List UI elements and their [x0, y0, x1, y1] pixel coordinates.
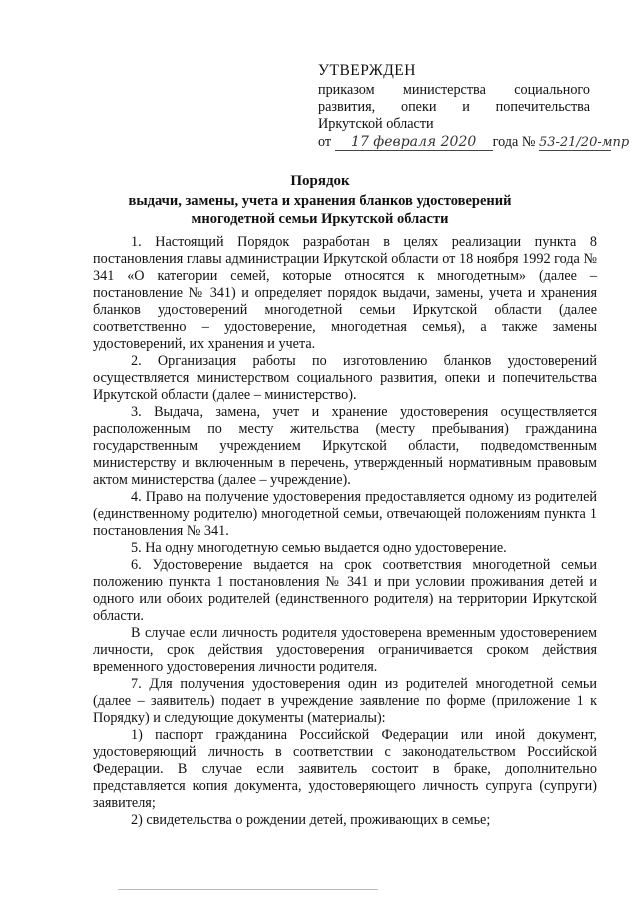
approval-line-2: развития, опеки и попечительства: [318, 99, 590, 115]
paragraph-1: 1. Настоящий Порядок разработан в целях реализации пункта 8 постановления главы администрации Иркутской области от 18 ноября 1992 года № 341 «О категории семей, которые относятся к многодетным» (далее – постановление № 341) и определяет порядок выдачи, замены, учета и хранения бланков удостоверений многодетной семьи Иркутской области (далее соответственно – удостоверение, многодетная семья), а также замены удостоверений, их хранения и учета.: [93, 234, 597, 352]
paragraph-7: 7. Для получения удостоверения один из родителей многодетной семьи (далее – заявитель) подает в учреждение заявление по форме (приложение 1 к Порядку) и следующие документы (материалы):: [93, 676, 597, 726]
year-number-label: года №: [492, 134, 536, 150]
paragraph-6-note: В случае если личность родителя удостоверена временным удостоверением личности, срок действия удостоверения ограничивается сроком действия временного удостоверения личности родителя.: [93, 625, 597, 675]
document-title: Порядок: [290, 173, 350, 189]
document-body: [93, 234, 597, 829]
paragraph-4: 4. Право на получение удостоверения предоставляется одному из родителей (единственному родителю) многодетной семьи, отвечающей положениям пункта 1 постановления № 341.: [93, 489, 597, 539]
paragraph-6: 6. Удостоверение выдается на срок соответствия многодетной семьи положению пункта 1 постановления № 341 и при условии проживания детей и одного или обоих родителей (единственного родителя) на территории Иркутской области.: [93, 557, 597, 624]
list-item-2: 2) свидетельства о рождении детей, проживающих в семье;: [131, 812, 491, 828]
handwritten-order-number: 53-21/20-мпр: [538, 135, 630, 150]
approval-title: УТВЕРЖДЕН: [318, 62, 416, 79]
approval-line-1: приказом министерства социального: [318, 82, 590, 98]
handwritten-date: 17 февраля 2020: [335, 135, 493, 151]
paragraph-5: 5. На одну многодетную семью выдается одно удостоверение.: [131, 540, 507, 556]
page-bottom-divider: [118, 889, 378, 890]
document-subtitle: выдачи, замены, учета и хранения бланков удостоверений многодетной семьи Иркутской области: [128, 193, 512, 227]
approval-date-line: [318, 134, 630, 151]
paragraph-2: 2. Организация работы по изготовлению бланков удостоверений осуществляется министерством социального развития, опеки и попечительства Иркутской области (далее – министерство).: [93, 353, 597, 403]
list-item-1: 1) паспорт гражданина Российской Федерации или иной документ, удостоверяющий личность в соответствии с законодательством Российской Федерации. В случае если заявитель состоит в браке, дополнительно представляется копия документа, удостоверяющего личность супруга (супруги) заявителя;: [93, 727, 597, 811]
approval-line-3: Иркутской области: [318, 116, 434, 132]
date-prefix: от: [318, 134, 332, 150]
document-heading: [90, 172, 550, 228]
paragraph-3: 3. Выдача, замена, учет и хранение удостоверения осуществляется расположенным по месту жительства (месту пребывания) гражданина государственным учреждением Иркутской области, подведомственным министерству и включенным в перечень, утвержденный нормативным правовым актом министерства (далее – учреждение).: [93, 404, 597, 488]
approval-stamp-block: [318, 62, 630, 151]
